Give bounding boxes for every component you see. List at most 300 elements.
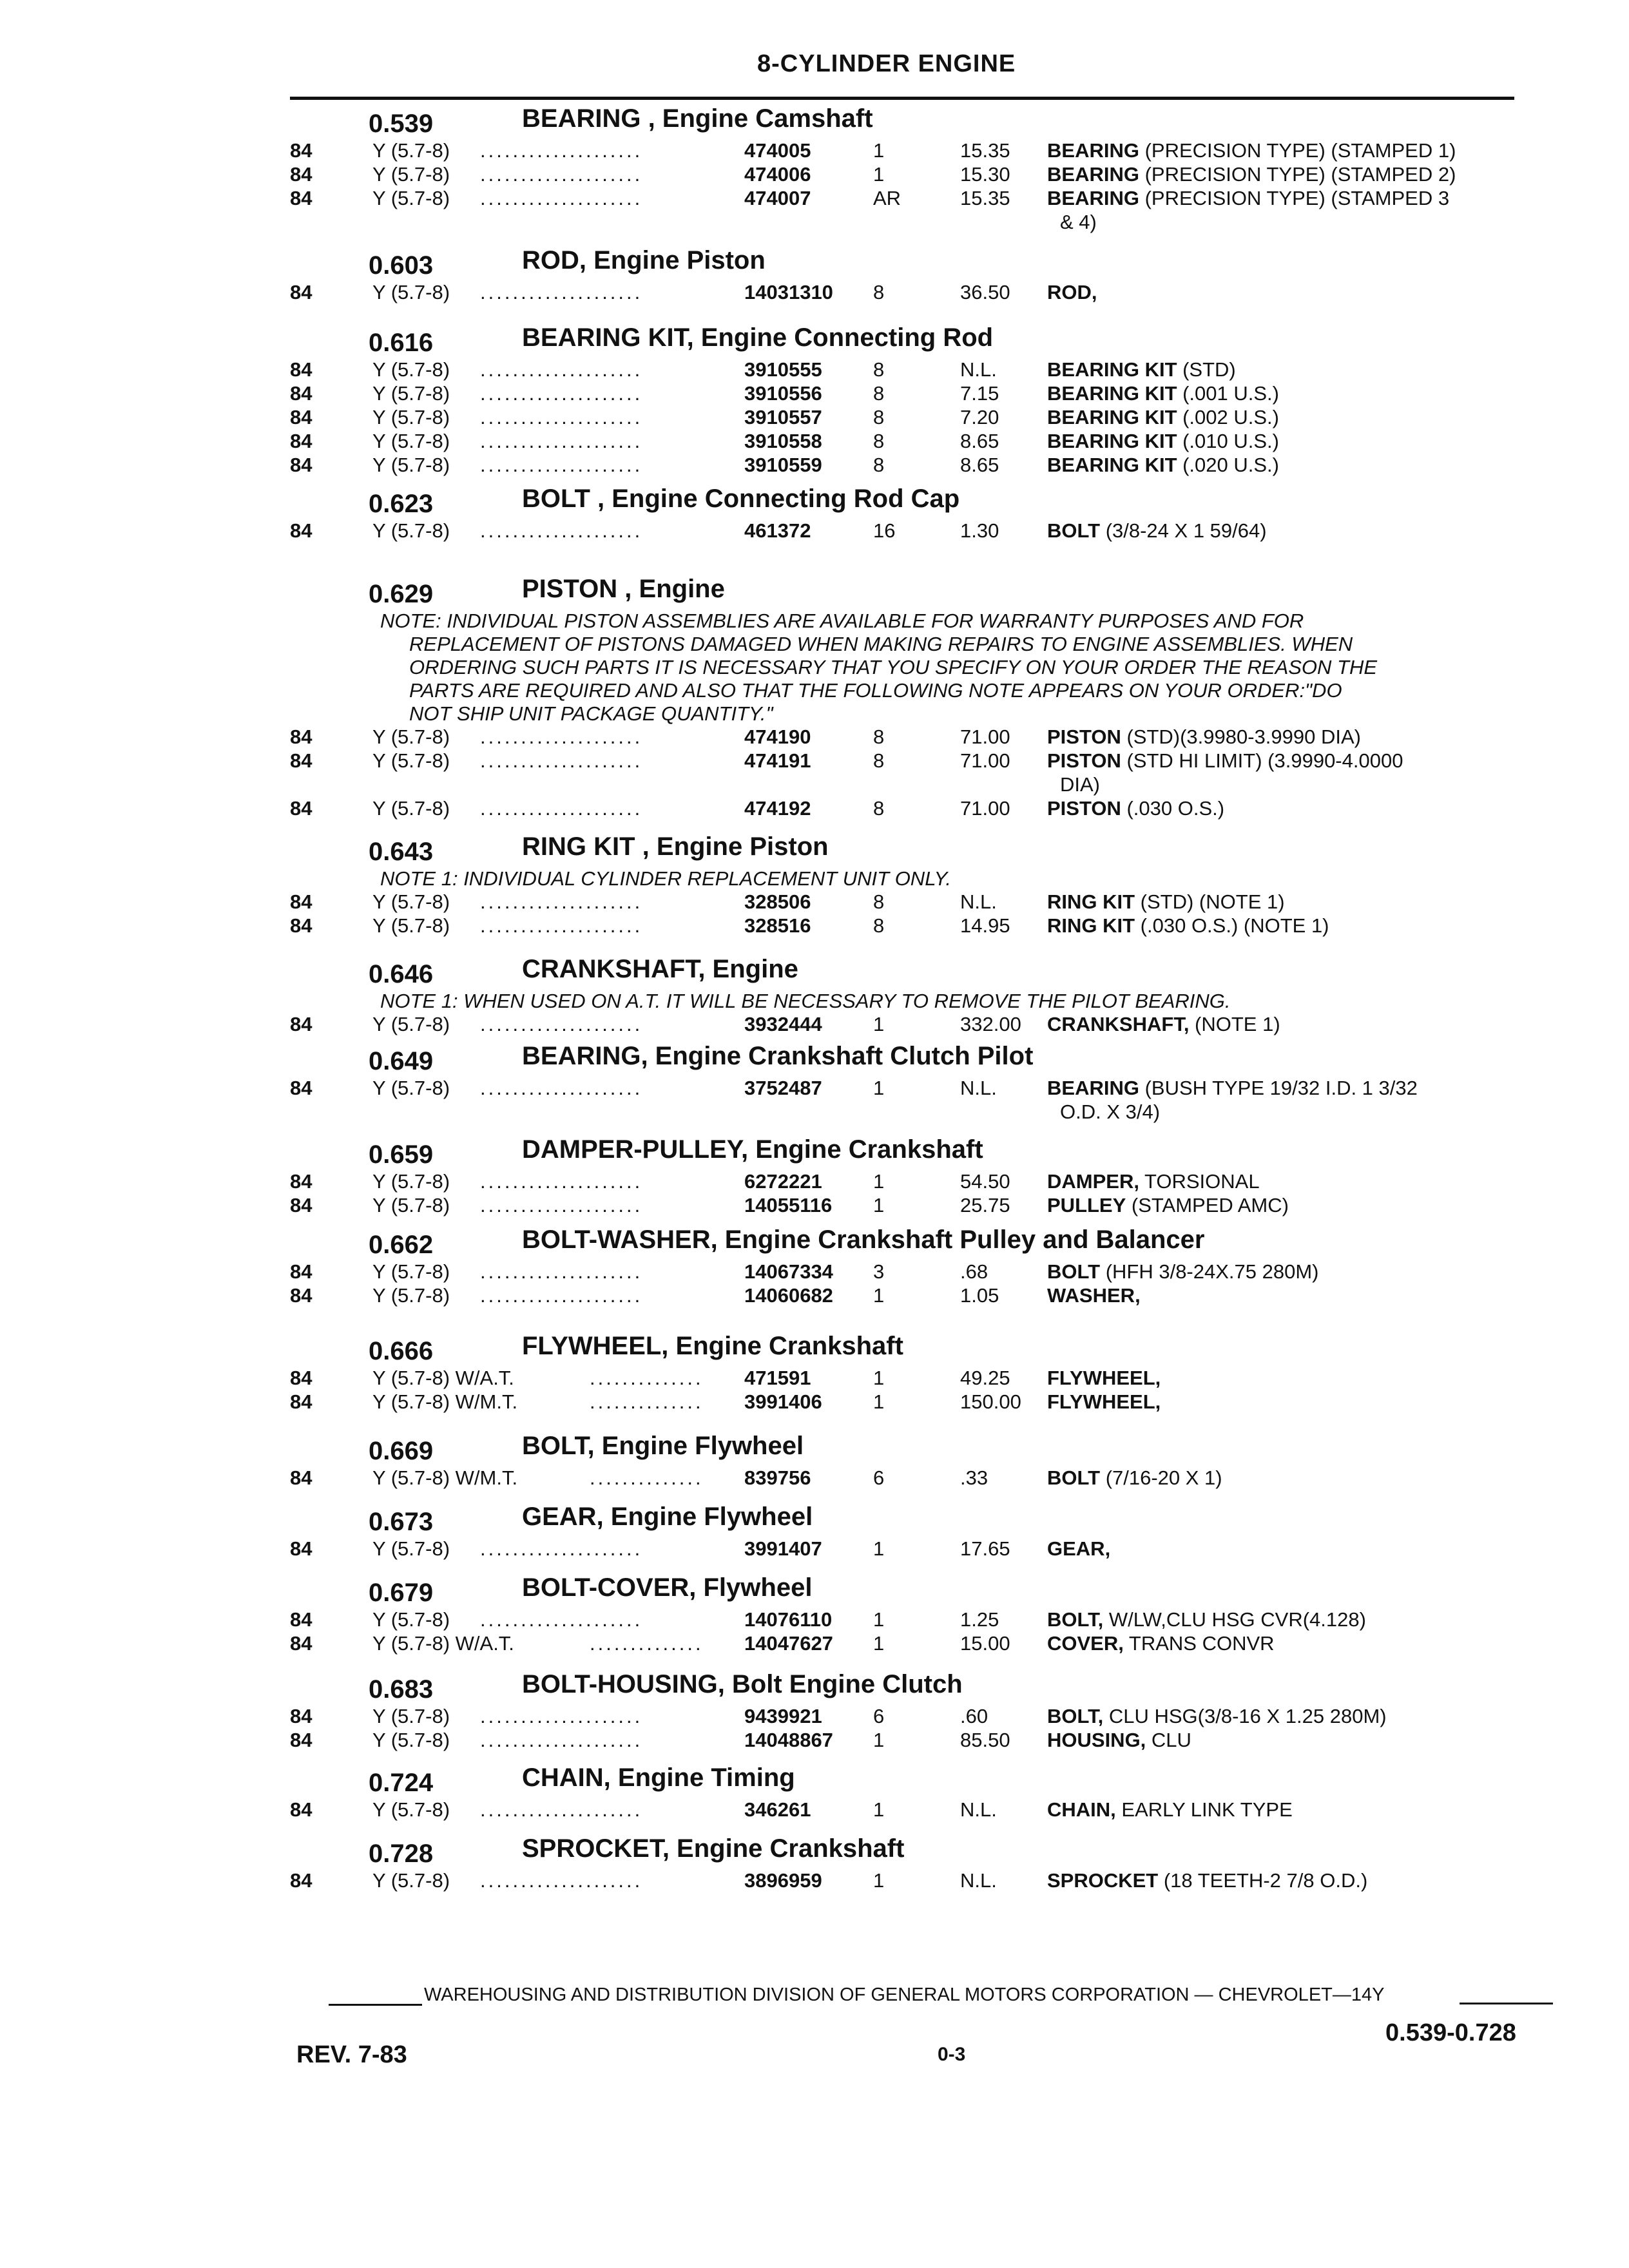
model-year: 84 [290,358,313,381]
part-description [1047,519,1267,543]
model-code: Y (5.7-8) [372,1260,450,1283]
page-range: 0.539-0.728 [1385,2019,1516,2046]
part-row [0,1013,1629,1036]
section-number: 0.616 [369,329,434,357]
model-year: 84 [290,1705,313,1727]
leader-dots: .................... [480,430,643,452]
price: 49.25 [960,1367,1010,1389]
section-number: 0.683 [369,1675,434,1704]
price: 36.50 [960,281,1010,303]
part-description [1047,163,1456,186]
part-number: 461372 [744,519,811,542]
quantity: 1 [873,1537,885,1560]
description-name: HOUSING, [1047,1729,1146,1751]
part-number: 14047627 [744,1632,833,1655]
description-name: RING KIT [1047,890,1135,913]
quantity: 3 [873,1260,885,1283]
price: 71.00 [960,797,1010,820]
leader-dots: .................... [480,454,643,476]
model-code: Y (5.7-8) [372,1013,450,1035]
section-number: 0.662 [369,1231,434,1259]
price: N.L. [960,1798,997,1821]
quantity: 1 [873,1869,885,1892]
model-code: Y (5.7-8) [372,406,450,428]
quantity: 1 [873,1729,885,1751]
leader-dots: .................... [480,890,643,913]
description-detail: (NOTE 1) [1189,1013,1280,1035]
description-detail: TRANS CONVR [1123,1632,1275,1655]
price: 71.00 [960,726,1010,748]
header-rule [290,97,1514,100]
quantity: 1 [873,163,885,186]
section-note-line: NOTE 1: INDIVIDUAL CYLINDER REPLACEMENT UNIT ONLY. [380,867,952,890]
footer-line: WAREHOUSING AND DISTRIBUTION DIVISION OF GENERAL MOTORS CORPORATION — CHEVROLET—14Y [424,1984,1385,2005]
quantity: 8 [873,382,885,405]
part-number: 474190 [744,726,811,748]
part-description [1047,1013,1280,1036]
part-row [0,1798,1629,1821]
price: .68 [960,1260,988,1283]
part-row [0,1632,1629,1655]
quantity: 8 [873,454,885,476]
quantity: 8 [873,430,885,452]
description-name: BEARING KIT [1047,406,1177,428]
page-title: 8-CYLINDER ENGINE [757,50,1016,77]
part-number: 9439921 [744,1705,822,1727]
section-title: BOLT-HOUSING, Bolt Engine Clutch [522,1670,963,1698]
model-year: 84 [290,406,313,428]
leader-dots: .................... [480,749,643,772]
leader-dots: .................... [480,406,643,428]
part-number: 328506 [744,890,811,913]
model-year: 84 [290,163,313,186]
section-number: 0.724 [369,1769,434,1797]
description-name: FLYWHEEL, [1047,1367,1161,1389]
part-row [0,797,1629,820]
description-continuation: & 4) [1060,211,1097,233]
part-description [1047,187,1449,210]
leader-dots: .................... [480,1869,643,1892]
model-code: Y (5.7-8) [372,1705,450,1727]
quantity: 8 [873,281,885,303]
description-detail: W/LW,CLU HSG CVR(4.128) [1103,1608,1366,1631]
section-number: 0.669 [369,1437,434,1465]
quantity: 1 [873,139,885,162]
section-number: 0.666 [369,1337,434,1365]
model-code: Y (5.7-8) [372,1537,450,1560]
section-title: CRANKSHAFT, Engine [522,955,798,983]
part-row [0,1194,1629,1217]
leader-dots: .................... [480,726,643,748]
part-row [0,519,1629,543]
quantity: 16 [873,519,896,542]
section-title: PISTON , Engine [522,575,725,603]
section-title: SPROCKET, Engine Crankshaft [522,1834,905,1863]
model-year: 84 [290,1869,313,1892]
model-code: Y (5.7-8) W/A.T. [372,1367,514,1389]
part-description [1047,430,1279,453]
part-number: 3910556 [744,382,822,405]
description-detail: (3/8-24 X 1 59/64) [1100,519,1267,542]
price: N.L. [960,358,997,381]
section-note-line: ORDERING SUCH PARTS IT IS NECESSARY THAT YOU SPECIFY ON YOUR ORDER THE REASON THE [409,656,1378,678]
model-year: 84 [290,914,313,937]
part-description [1047,1077,1418,1100]
section-title: ROD, Engine Piston [522,246,766,274]
price: 17.65 [960,1537,1010,1560]
description-detail: (.030 O.S.) [1121,797,1225,820]
section-number: 0.643 [369,838,434,866]
leader-dots: .................... [480,1608,643,1631]
model-year: 84 [290,1390,313,1413]
section-number: 0.659 [369,1140,434,1169]
part-row [0,430,1629,453]
description-detail: (STD)(3.9980-3.9990 DIA) [1121,726,1361,748]
model-year: 84 [290,139,313,162]
part-description [1047,1632,1275,1655]
section-note-line: NOT SHIP UNIT PACKAGE QUANTITY." [409,702,773,725]
part-description [1047,382,1279,405]
revision-label: REV. 7-83 [296,2041,407,2068]
part-row [0,1284,1629,1307]
section-note-line: NOTE: INDIVIDUAL PISTON ASSEMBLIES ARE AVAILABLE FOR WARRANTY PURPOSES AND FOR [380,610,1304,632]
description-detail: TORSIONAL [1139,1170,1260,1193]
description-name: DAMPER, [1047,1170,1139,1193]
leader-dots: .................... [480,382,643,405]
description-detail: (PRECISION TYPE) (STAMPED 2) [1139,163,1456,186]
leader-dots: .................... [480,1729,643,1751]
price: 15.00 [960,1632,1010,1655]
part-row [0,1869,1629,1892]
part-description [1047,358,1236,381]
footer-rule-right [1460,2003,1553,2004]
price: 85.50 [960,1729,1010,1751]
part-number: 3910555 [744,358,822,381]
quantity: 1 [873,1194,885,1216]
part-row [0,1260,1629,1283]
section-number: 0.603 [369,251,434,280]
section-title: GEAR, Engine Flywheel [522,1503,813,1531]
price: 150.00 [960,1390,1021,1413]
description-name: COVER, [1047,1632,1124,1655]
part-row [0,406,1629,429]
part-description [1047,914,1329,937]
leader-dots: .................... [480,1013,643,1035]
section-title: FLYWHEEL, Engine Crankshaft [522,1332,903,1360]
model-year: 84 [290,1729,313,1751]
model-year: 84 [290,382,313,405]
section-number: 0.539 [369,110,434,138]
part-description [1047,1608,1366,1631]
model-code: Y (5.7-8) [372,1869,450,1892]
model-year: 84 [290,1170,313,1193]
description-detail: (.010 U.S.) [1177,430,1279,452]
model-code: Y (5.7-8) [372,1798,450,1821]
model-year: 84 [290,797,313,820]
part-number: 3910559 [744,454,822,476]
section-number: 0.728 [369,1840,434,1868]
part-number: 14076110 [744,1608,833,1631]
quantity: 8 [873,914,885,937]
description-name: BEARING [1047,187,1139,209]
part-description [1047,1367,1161,1390]
quantity: 8 [873,726,885,748]
part-number: 3896959 [744,1869,822,1892]
quantity: 1 [873,1013,885,1035]
quantity: 6 [873,1466,885,1489]
part-description [1047,1390,1161,1414]
part-description [1047,890,1285,914]
leader-dots: .................... [480,187,643,209]
price: 1.05 [960,1284,999,1307]
part-number: 474006 [744,163,811,186]
part-description [1047,139,1456,162]
section-note-line: REPLACEMENT OF PISTONS DAMAGED WHEN MAKING REPAIRS TO ENGINE ASSEMBLIES. WHEN [409,633,1353,655]
model-code: Y (5.7-8) [372,163,450,186]
model-code: Y (5.7-8) [372,358,450,381]
model-code: Y (5.7-8) [372,519,450,542]
leader-dots: .............. [590,1390,704,1413]
part-number: 474007 [744,187,811,209]
description-name: BOLT, [1047,1608,1104,1631]
model-code: Y (5.7-8) [372,382,450,405]
model-year: 84 [290,1194,313,1216]
leader-dots: .............. [590,1466,704,1489]
description-continuation: O.D. X 3/4) [1060,1100,1161,1123]
section-title: BEARING, Engine Crankshaft Clutch Pilot [522,1042,1034,1070]
footer-rule-left [329,2004,422,2006]
description-name: BOLT, [1047,1705,1104,1727]
description-detail: (18 TEETH-2 7/8 O.D.) [1158,1869,1368,1892]
description-name: BEARING KIT [1047,454,1177,476]
model-code: Y (5.7-8) [372,797,450,820]
quantity: 1 [873,1170,885,1193]
model-year: 84 [290,749,313,772]
price: 1.25 [960,1608,999,1631]
price: 1.30 [960,519,999,542]
model-code: Y (5.7-8) W/M.T. [372,1390,518,1413]
leader-dots: .................... [480,1537,643,1560]
description-detail: (.030 O.S.) (NOTE 1) [1135,914,1329,937]
part-description [1047,454,1279,477]
description-name: RING KIT [1047,914,1135,937]
description-name: BEARING KIT [1047,382,1177,405]
part-row [0,281,1629,304]
price: 14.95 [960,914,1010,937]
model-year: 84 [290,187,313,209]
section-title: CHAIN, Engine Timing [522,1763,795,1792]
part-number: 3910558 [744,430,822,452]
quantity: AR [873,187,901,209]
part-row [0,726,1629,749]
part-description [1047,1537,1110,1561]
part-number: 14055116 [744,1194,833,1216]
part-number: 3752487 [744,1077,822,1099]
part-row [0,139,1629,162]
description-detail: CLU [1146,1729,1191,1751]
quantity: 8 [873,358,885,381]
price: 8.65 [960,454,999,476]
model-code: Y (5.7-8) [372,890,450,913]
leader-dots: .................... [480,1260,643,1283]
description-name: GEAR, [1047,1537,1111,1560]
model-year: 84 [290,1798,313,1821]
section-number: 0.646 [369,960,434,988]
part-number: 6272221 [744,1170,822,1193]
model-year: 84 [290,430,313,452]
description-name: CHAIN, [1047,1798,1116,1821]
part-description [1047,749,1403,773]
section-title: BOLT-WASHER, Engine Crankshaft Pulley and Balancer [522,1225,1205,1254]
part-description [1047,1798,1293,1821]
quantity: 1 [873,1608,885,1631]
part-description [1047,1260,1319,1283]
description-name: FLYWHEEL, [1047,1390,1161,1413]
description-detail: (.020 U.S.) [1177,454,1279,476]
part-number: 3991407 [744,1537,822,1560]
quantity: 1 [873,1077,885,1099]
description-detail: (PRECISION TYPE) (STAMPED 1) [1139,139,1456,162]
part-number: 14048867 [744,1729,833,1751]
part-description [1047,797,1224,820]
leader-dots: .............. [590,1632,704,1655]
leader-dots: .............. [590,1367,704,1389]
part-description [1047,726,1361,749]
page-number: 0-3 [938,2044,966,2065]
leader-dots: .................... [480,1705,643,1727]
part-row [0,1390,1629,1414]
description-detail: (HFH 3/8-24X.75 280M) [1100,1260,1319,1283]
section-title: BOLT-COVER, Flywheel [522,1573,813,1602]
description-name: PULLEY [1047,1194,1126,1216]
price: 7.15 [960,382,999,405]
section-number: 0.679 [369,1579,434,1607]
part-row [0,1466,1629,1490]
description-name: BEARING [1047,139,1139,162]
price: 71.00 [960,749,1010,772]
model-year: 84 [290,1608,313,1631]
part-row [0,1170,1629,1193]
model-year: 84 [290,1077,313,1099]
price: 15.35 [960,139,1010,162]
price: N.L. [960,1869,997,1892]
description-name: PISTON [1047,797,1121,820]
model-code: Y (5.7-8) W/A.T. [372,1632,514,1655]
quantity: 8 [873,890,885,913]
part-number: 3910557 [744,406,822,428]
description-continuation: DIA) [1060,773,1100,796]
part-row [0,1608,1629,1631]
description-name: BEARING KIT [1047,430,1177,452]
model-year: 84 [290,1284,313,1307]
part-description [1047,1869,1367,1892]
description-detail: (.002 U.S.) [1177,406,1279,428]
leader-dots: .................... [480,1284,643,1307]
part-row [0,1705,1629,1728]
part-row [0,1729,1629,1752]
model-code: Y (5.7-8) W/M.T. [372,1466,518,1489]
section-title: RING KIT , Engine Piston [522,832,829,861]
description-name: CRANKSHAFT, [1047,1013,1190,1035]
quantity: 8 [873,797,885,820]
part-number: 14060682 [744,1284,833,1307]
leader-dots: .................... [480,139,643,162]
model-code: Y (5.7-8) [372,454,450,476]
section-number: 0.629 [369,580,434,608]
price: 15.30 [960,163,1010,186]
section-number: 0.649 [369,1047,434,1075]
description-name: BOLT [1047,1466,1101,1489]
model-code: Y (5.7-8) [372,1170,450,1193]
model-year: 84 [290,1537,313,1560]
section-title: BOLT , Engine Connecting Rod Cap [522,485,960,513]
model-year: 84 [290,1260,313,1283]
model-code: Y (5.7-8) [372,1284,450,1307]
description-name: BOLT [1047,1260,1101,1283]
model-year: 84 [290,890,313,913]
model-year: 84 [290,1367,313,1389]
part-description [1047,1194,1289,1217]
model-code: Y (5.7-8) [372,281,450,303]
part-row [0,454,1629,477]
part-description [1047,1284,1141,1307]
price: 15.35 [960,187,1010,209]
part-number: 839756 [744,1466,811,1489]
part-row [0,914,1629,937]
model-code: Y (5.7-8) [372,187,450,209]
model-code: Y (5.7-8) [372,139,450,162]
part-number: 346261 [744,1798,811,1821]
leader-dots: .................... [480,163,643,186]
leader-dots: .................... [480,1798,643,1821]
description-detail: (7/16-20 X 1) [1100,1466,1222,1489]
quantity: 1 [873,1390,885,1413]
description-detail: EARLY LINK TYPE [1115,1798,1293,1821]
price: 8.65 [960,430,999,452]
section-title: BEARING , Engine Camshaft [522,104,873,133]
description-name: BEARING [1047,163,1139,186]
price: 54.50 [960,1170,1010,1193]
leader-dots: .................... [480,281,643,303]
price: .60 [960,1705,988,1727]
part-row [0,382,1629,405]
model-year: 84 [290,726,313,748]
model-year: 84 [290,519,313,542]
part-row [0,1367,1629,1390]
price: N.L. [960,1077,997,1099]
part-number: 328516 [744,914,811,937]
description-name: PISTON [1047,749,1121,772]
part-row [0,749,1629,773]
quantity: 8 [873,749,885,772]
model-year: 84 [290,454,313,476]
leader-dots: .................... [480,358,643,381]
description-name: SPROCKET [1047,1869,1159,1892]
part-number: 471591 [744,1367,811,1389]
model-year: 84 [290,1013,313,1035]
description-name: BEARING KIT [1047,358,1177,381]
price: 332.00 [960,1013,1021,1035]
part-number: 14067334 [744,1260,833,1283]
quantity: 6 [873,1705,885,1727]
quantity: 1 [873,1367,885,1389]
price: N.L. [960,890,997,913]
price: 25.75 [960,1194,1010,1216]
part-description [1047,1729,1191,1752]
section-number: 0.623 [369,490,434,518]
part-description [1047,406,1279,429]
description-name: PISTON [1047,726,1121,748]
